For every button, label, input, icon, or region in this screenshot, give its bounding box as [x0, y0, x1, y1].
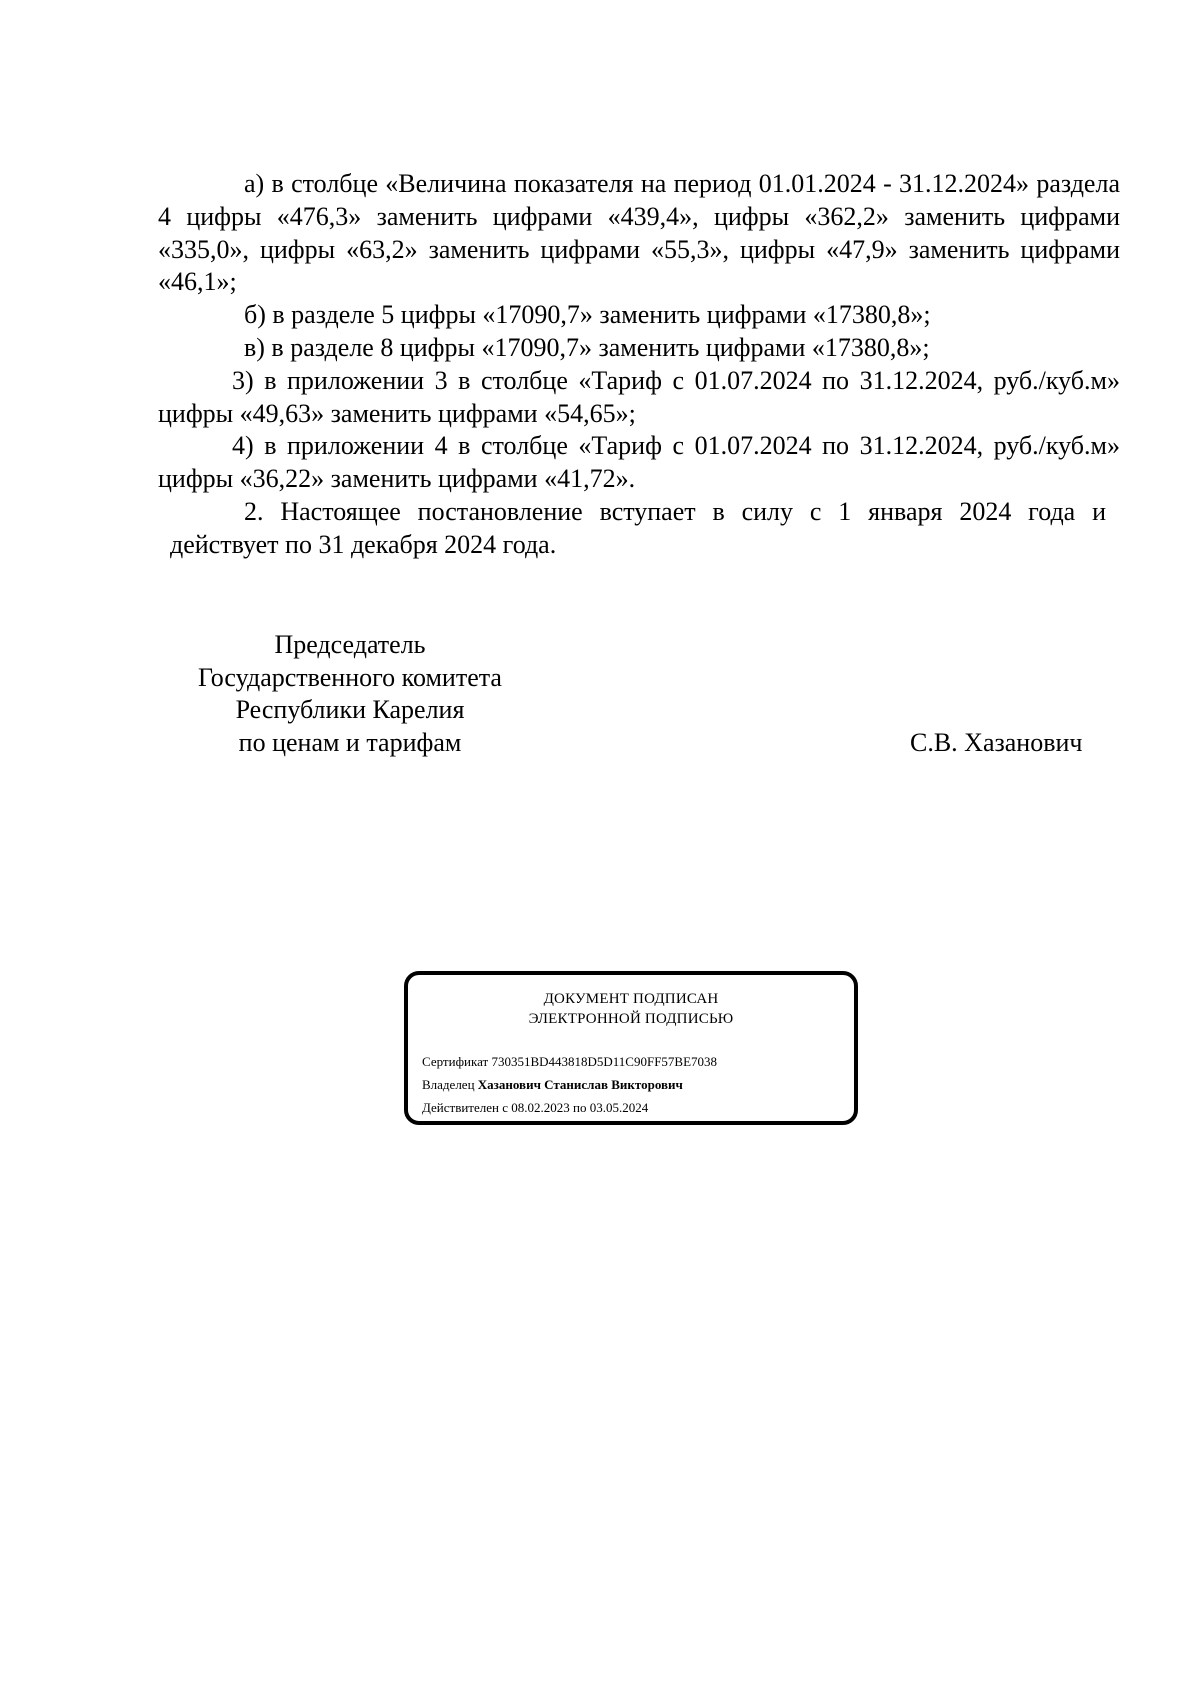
- valid-label: Действителен: [422, 1100, 499, 1115]
- signer-name: С.В. Хазанович: [910, 728, 1083, 757]
- valid-from-date: 08.02.2023: [511, 1100, 570, 1115]
- valid-to-prefix: по: [573, 1100, 587, 1115]
- signatory-position: [172, 629, 528, 759]
- stamp-title-line: ДОКУМЕНТ ПОДПИСАН: [543, 991, 719, 1007]
- paragraph-item-v: в) в разделе 8 цифры «17090,7» заменить цифрами «17380,8»;: [244, 332, 930, 362]
- paragraph-item-4: 4) в приложении 4 в столбце «Тариф с 01.07.2024 по 31.12.2024, руб./куб.м» цифры «36,22» заменить цифрами «41,72».: [158, 431, 1120, 494]
- stamp-title-line: ЭЛЕКТРОННОЙ ПОДПИСЬЮ: [528, 1011, 734, 1027]
- stamp-details: [422, 1050, 717, 1119]
- valid-from-prefix: с: [502, 1100, 508, 1115]
- owner-label: Владелец: [422, 1077, 475, 1092]
- position-line: Государственного комитета: [198, 662, 502, 692]
- electronic-signature-stamp: [404, 971, 858, 1125]
- stamp-title: [408, 989, 854, 1029]
- paragraph-effective-date: 2. Настоящее постановление вступает в силу с 1 января 2024 года и действует по 31 декабря 2024 года.: [170, 496, 1106, 559]
- paragraph-item-a: а) в столбце «Величина показателя на период 01.01.2024 - 31.12.2024» раздела 4 цифры «476,3» заменить цифрами «439,4», цифры «362,2» заменить цифрами «335,0», цифры «63,2» заменить цифрами «55,3», цифры «47,9» заменить цифрами «46,1»;: [158, 169, 1120, 297]
- owner-row: [422, 1073, 717, 1096]
- paragraph-item-b: б) в разделе 5 цифры «17090,7» заменить цифрами «17380,8»;: [244, 300, 931, 330]
- document-body: [158, 168, 1120, 562]
- certificate-value: 730351BD443818D5D11C90FF57BE7038: [491, 1054, 718, 1069]
- paragraph-item-3: 3) в приложении 3 в столбце «Тариф с 01.07.2024 по 31.12.2024, руб./куб.м» цифры «49,63» заменить цифрами «54,65»;: [158, 365, 1120, 428]
- certificate-label: Сертификат: [422, 1054, 489, 1069]
- owner-value: Хазанович Станислав Викторович: [477, 1077, 683, 1092]
- valid-to-date: 03.05.2024: [589, 1100, 649, 1115]
- position-line: Республики Карелия: [235, 695, 465, 724]
- position-line: Председатель: [274, 630, 426, 659]
- certificate-row: [422, 1050, 717, 1073]
- position-line: по ценам и тарифам: [238, 727, 462, 757]
- validity-row: [422, 1096, 717, 1119]
